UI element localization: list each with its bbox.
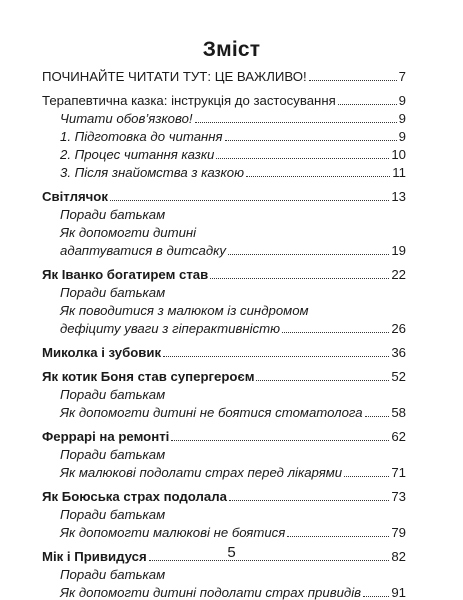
toc-entry-label: Світлячок	[42, 189, 108, 204]
toc-subentry[interactable]	[42, 586, 406, 600]
toc-entry[interactable]	[42, 370, 406, 384]
dot-leader	[365, 416, 390, 417]
toc-entry-label: Мік і Привидуся	[42, 549, 147, 564]
toc-subentry	[42, 226, 406, 240]
toc-entry-label: адаптуватися в дитсадку	[60, 243, 226, 258]
toc-entry-label: Читати обов’язково!	[60, 111, 193, 126]
dot-leader	[282, 332, 389, 333]
toc-subentry[interactable]	[42, 244, 406, 258]
toc-entry[interactable]	[42, 70, 406, 84]
toc-subentry	[42, 448, 406, 462]
table-of-contents	[42, 64, 406, 600]
toc-subentry[interactable]	[42, 148, 406, 162]
toc-entry-page: 73	[391, 489, 406, 504]
dot-leader	[287, 536, 389, 537]
toc-entry-label: Поради батькам	[60, 207, 166, 222]
dot-leader	[216, 158, 389, 159]
toc-entry-page: 13	[391, 189, 406, 204]
dot-leader	[110, 200, 389, 201]
toc-subentry	[42, 286, 406, 300]
dot-leader	[256, 380, 389, 381]
toc-entry-page: 11	[392, 165, 406, 180]
toc-subentry	[42, 388, 406, 402]
toc-entry-page: 62	[391, 429, 406, 444]
dot-leader	[195, 122, 397, 123]
toc-subentry	[42, 304, 406, 318]
toc-subentry	[42, 208, 406, 222]
dot-leader	[363, 596, 389, 597]
toc-entry-label: 2. Процес читання казки	[60, 147, 215, 162]
dot-leader	[228, 254, 389, 255]
toc-subentry[interactable]	[42, 526, 406, 540]
toc-entry-page: 82	[391, 549, 406, 564]
toc-entry-page: 71	[391, 465, 406, 480]
toc-entry-page: 9	[398, 93, 406, 108]
dot-leader	[338, 104, 397, 105]
dot-leader	[246, 176, 390, 177]
toc-entry-page: 52	[391, 369, 406, 384]
toc-entry-page: 22	[391, 267, 406, 282]
toc-entry-page: 91	[391, 585, 406, 600]
toc-subentry[interactable]	[42, 166, 406, 180]
toc-entry[interactable]	[42, 490, 406, 504]
dot-leader	[163, 356, 389, 357]
toc-entry-page: 10	[391, 147, 406, 162]
toc-entry-label: Миколка і зубовик	[42, 345, 162, 360]
dot-leader	[344, 476, 389, 477]
toc-entry-label: Як малюкові подолати страх перед лікарями	[60, 465, 343, 480]
toc-entry[interactable]	[42, 190, 406, 204]
toc-entry-page: 79	[391, 525, 406, 540]
toc-subentry	[42, 508, 406, 522]
toc-entry-page: 36	[391, 345, 406, 360]
toc-entry-label: Терапевтична казка: інструкція до застосування	[42, 93, 336, 108]
toc-entry-label: Поради батькам	[60, 507, 166, 522]
toc-entry-page: 26	[391, 321, 406, 336]
toc-subentry[interactable]	[42, 130, 406, 144]
toc-entry[interactable]	[42, 268, 406, 282]
toc-entry-page: 7	[398, 69, 406, 84]
toc-entry-label: Як допомогти малюкові не боятися	[60, 525, 286, 540]
toc-entry[interactable]	[42, 94, 406, 108]
toc-entry-page: 9	[398, 111, 406, 126]
toc-entry-label: Феррарі на ремонті	[42, 429, 170, 444]
toc-subentry[interactable]	[42, 112, 406, 126]
page-title: Зміст	[202, 38, 261, 61]
toc-entry-label: Як допомогти дитині	[60, 225, 197, 240]
toc-entry-label: Поради батькам	[60, 285, 166, 300]
dot-leader	[309, 80, 397, 81]
toc-entry-label: Поради батькам	[60, 567, 166, 582]
toc-entry[interactable]	[42, 346, 406, 360]
dot-leader	[210, 278, 389, 279]
toc-entry-label: Як котик Боня став супергероєм	[42, 369, 255, 384]
toc-entry-label: Як допомогти дитині подолати страх привидів	[60, 585, 362, 600]
toc-entry-label: Поради батькам	[60, 447, 166, 462]
dot-leader	[225, 140, 397, 141]
dot-leader	[171, 440, 389, 441]
toc-entry-label: 3. Після знайомства з казкою	[60, 165, 245, 180]
toc-entry-page: 9	[398, 129, 406, 144]
toc-entry-label: 1. Підготовка до читання	[60, 129, 223, 144]
dot-leader	[229, 500, 389, 501]
toc-entry-page: 19	[391, 243, 406, 258]
toc-subentry[interactable]	[42, 322, 406, 336]
page-number: 5	[227, 544, 236, 561]
toc-entry-label: Поради батькам	[60, 387, 166, 402]
toc-entry-label: ПОЧИНАЙТЕ ЧИТАТИ ТУТ: ЦЕ ВАЖЛИВО!	[42, 69, 307, 84]
toc-entry-label: Як допомогти дитині не боятися стоматолога	[60, 405, 363, 420]
toc-subentry[interactable]	[42, 466, 406, 480]
toc-entry[interactable]	[42, 430, 406, 444]
toc-entry-label: дефіциту уваги з гіперактивністю	[60, 321, 281, 336]
toc-entry-label: Як Іванко богатирем став	[42, 267, 209, 282]
toc-entry-label: Як Боюська страх подолала	[42, 489, 227, 504]
toc-entry-label: Як поводитися з малюком із синдромом	[60, 303, 309, 318]
toc-subentry[interactable]	[42, 406, 406, 420]
toc-entry-page: 58	[391, 405, 406, 420]
toc-subentry	[42, 568, 406, 582]
